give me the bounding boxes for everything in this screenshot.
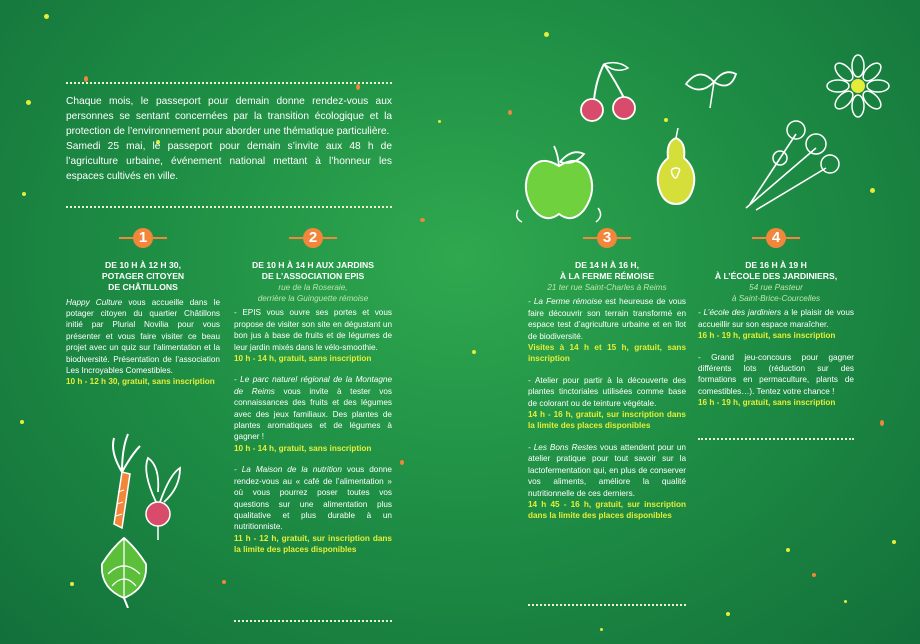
event-heading-line: À L’ÉCOLE DES JARDINIERS, [714,271,838,282]
event-heading-line: POTAGER CITOYEN [101,271,185,282]
event-number-badge [289,228,337,256]
event-block [234,307,392,364]
event-block [528,375,686,432]
event-number: 3 [597,228,617,248]
event-block-lead: - L’école des jardiniers [698,308,782,318]
event-1 [66,228,220,398]
event-block-highlight: 11 h - 12 h, gratuit, sur inscription dans la limite des places disponibles [234,533,392,555]
pear-icon [648,128,704,208]
event-3 [528,228,686,532]
event-block-highlight: 16 h - 19 h, gratuit, sans inscription [698,331,836,341]
event-location-line: 21 ter rue Saint-Charles à Reims [547,283,667,293]
event-body [528,296,686,521]
event-block [528,442,686,522]
event-heading-line: DE 10 H À 14 H AUX JARDINS [252,260,374,270]
event-block [698,352,854,409]
event-location-line: à Saint-Brice-Courcelles [731,294,821,304]
event-block-text: - Grand jeu-concours pour gagner différents lots (réduction sur des formations en permaculture, plants de comestibles…). Tentez votre chance ! [698,352,854,396]
herbs-icon [736,118,846,214]
event-number-badge [119,228,167,256]
event-body [66,297,220,388]
event-block [66,297,220,388]
event-block-highlight: 10 h - 14 h, gratuit, sans inscription [234,443,372,453]
event-block-text: - Atelier pour partir à la découverte des plantes tinctoriales utilisées comme base de colorant ou de teinture végétale. [528,375,686,408]
event-number: 2 [303,228,323,248]
event-block-lead: - Les Bons Restes [528,442,598,452]
intro-top-divider [66,82,392,84]
event-block-text: vous invite à tester vos connaissances des fruits et des légumes avec des jeux familiaux. Des plantes de plantes aromatiques et de légumes à gagner ! [234,386,392,442]
event-block-highlight: 10 h - 12 h 30, gratuit, sans inscription [66,377,215,387]
event-4-bottom-divider [698,438,854,440]
event-location-line: rue de la Roseraie, [278,283,348,293]
event-block-text: vous attendent pour un atelier pratique pour tout savoir sur la lactofermentation qui, en plus de conserver vos aliments, améliore la qualité nutritionnelle de ces derniers. [528,442,686,498]
event-block-lead: - La Maison de la nutrition [234,465,342,475]
apple-icon [514,144,604,230]
event-block-highlight: Visites à 14 h et 15 h, gratuit, sans inscription [528,343,686,364]
event-block-highlight: 14 h - 16 h, gratuit, sur inscription dans la limite des places disponibles [528,410,686,431]
event-2 [234,228,392,566]
event-location-line: 54 rue Pasteur [749,283,803,293]
intro-paragraph-1: Chaque mois, le passeport pour demain donne rendez-vous aux personnes se sentant concernées par la transition écologique et la protection de l’environnement pour aborder une thématique particulière. [66,96,392,137]
intro-bottom-divider [66,206,392,208]
event-heading-line: À LA FERME RÉMOISE [559,271,655,282]
event-heading-line: DE 10 H À 12 H 30, [105,260,181,270]
flower-icon [826,54,890,118]
event-number-badge [583,228,631,256]
event-block-lead: - La Ferme rémoise [528,297,602,307]
event-heading-line: DE 14 H À 16 H, [575,260,639,270]
event-body [698,307,854,408]
event-block [698,307,854,341]
event-block-lead: Happy Culture [66,297,123,307]
event-heading-line: DE 16 H À 19 H [745,260,807,270]
event-location-line: derrière la Guinguette rémoise [257,294,369,304]
intro-paragraph-2: Samedi 25 mai, le passeport pour demain s’invite aux 48 h de l’agriculture urbaine, événement national mettant à l’honneur les espaces cultivés en ville. [66,141,392,182]
event-number: 1 [133,228,153,248]
event-block-text: vous accueille dans le potager citoyen du quartier Châtillons initié par Plurial Novilia pour vous présenter et vous faire visiter ce beau projet avec un quiz sur l’alimentation et la biodiversité. Présentation de l’association Les Incroyables Comestibles. [66,297,220,376]
event-4 [698,228,854,419]
leaves-icon [680,62,740,112]
event-block [234,464,392,555]
event-block [528,296,686,364]
event-block [234,374,392,454]
event-body [234,307,392,555]
event-number-badge [752,228,800,256]
event-block-text: est heureuse de vous faire découvrir son terrain transformé en espace test d’agriculture urbaine et en îlot de biodiversité. [528,297,686,341]
event-block-highlight: 14 h 45 - 16 h, gratuit, sur inscription dans la limite des places disponibles [528,499,686,521]
event-block-lead: - Le parc naturel régional de la Montagne de Reims [234,375,392,396]
artichoke-icon [94,528,154,608]
event-block-text: vous donne rendez-vous au « café de l’alimentation » où vous pourrez poser toutes vos questions sur une alimentation plus qualitative et plus durable à un nutritionniste. [234,465,392,532]
event-heading-line: DE L’ASSOCIATION EPIS [261,271,365,282]
event-block-highlight: 16 h - 19 h, gratuit, sans inscription [698,398,836,408]
cherries-icon [574,60,644,124]
event-block-text: - EPIS vous ouvre ses portes et vous propose de visiter son site en dégustant un bon jus à base de fruits et de légumes de leur jardin mixés dans le vélo-smoothie. [234,308,392,352]
event-3-bottom-divider [528,604,686,606]
event-block-text: a le plaisir de vous accueillir sur son espace maraîcher. [698,308,854,329]
event-2-bottom-divider [234,620,392,622]
event-block-highlight: 10 h - 14 h, gratuit, sans inscription [234,354,372,364]
event-number: 4 [766,228,786,248]
event-heading-line: DE CHÂTILLONS [108,282,178,293]
intro-text [66,94,392,184]
